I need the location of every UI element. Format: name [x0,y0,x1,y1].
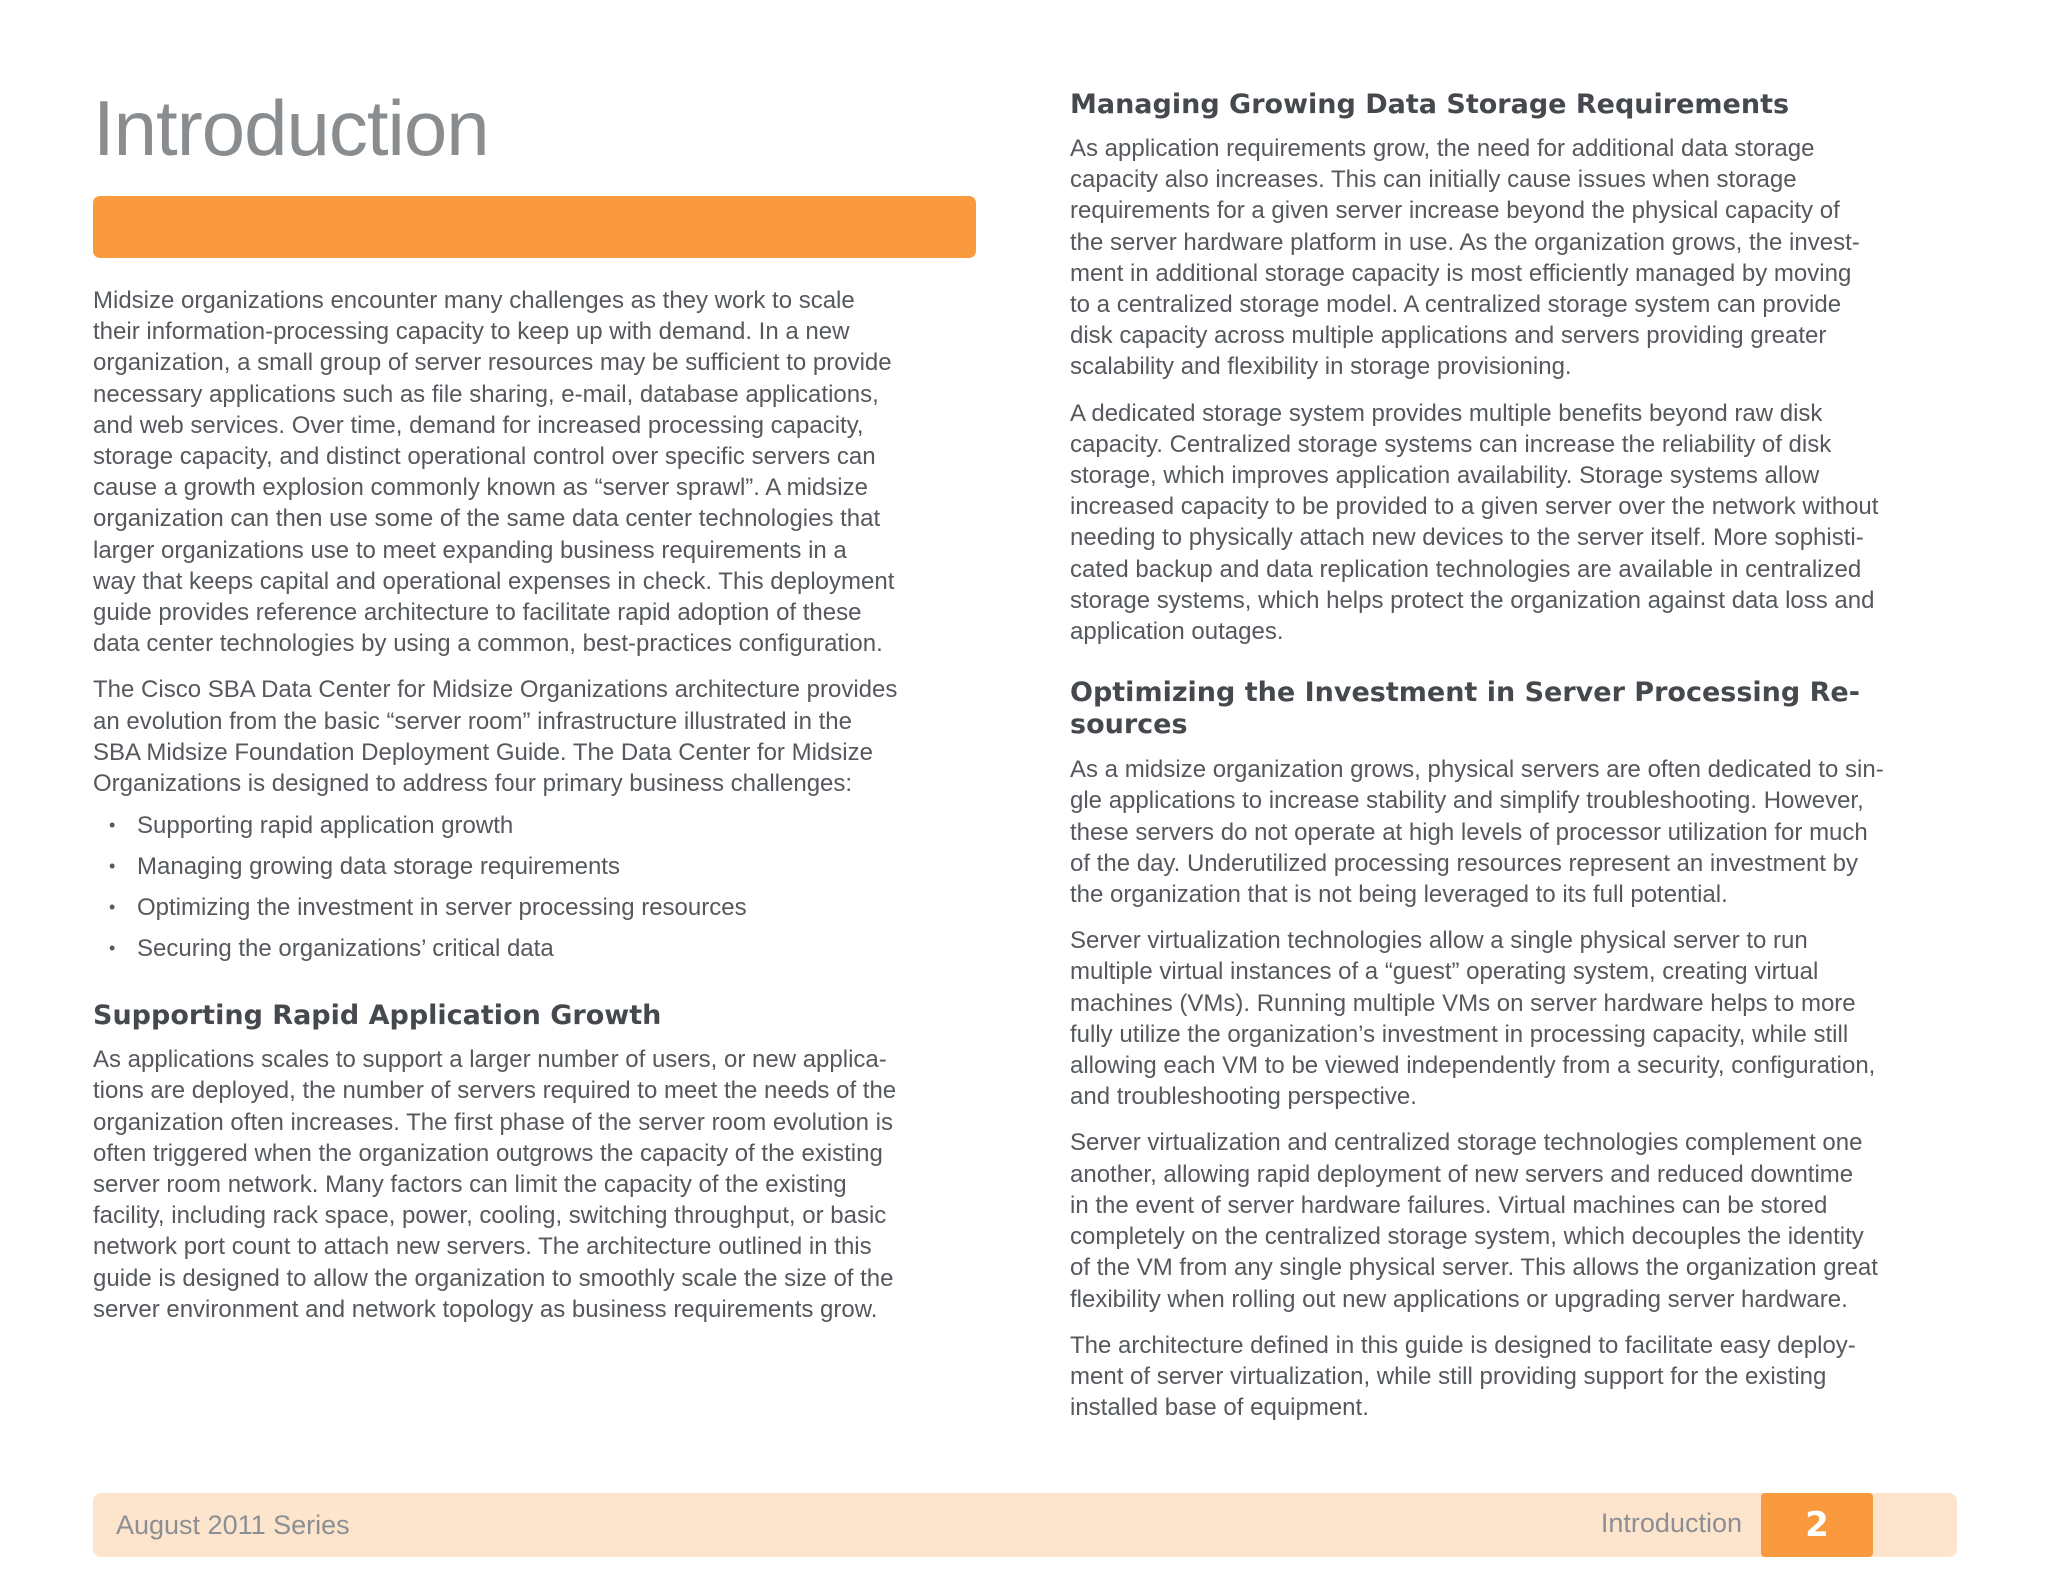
bullet-icon: • [109,897,116,918]
page-title: Introduction [93,84,489,172]
section-heading-processing: Optimizing the Investment in Server Processing Re- sources [1070,677,1860,741]
challenges-list [93,810,993,974]
processing-paragraph-2: Server virtualization technologies allow a single physical server to run multiple virtual instances of a “guest” operating system, creating virtual machines (VMs). Running multiple VMs on server hardware helps to more fully utilize the organization’s investment in processing capacity, while still allowing each VM to be viewed independently from a security, configuration, and troubleshooting perspective. [1070,927,1876,1111]
title-accent-bar [93,196,976,258]
processing-paragraph-1: As a midsize organization grows, physical servers are often dedicated to sin- gle applications to increase stability and simplify troubleshooting. However, these servers do not operate at high levels of processor utilization for much of the day. Underutilized processing resources represent an investment by the organization that is not being leveraged to its full potential. [1070,756,1884,909]
left-column [93,285,993,1340]
bullet-icon: • [109,938,116,959]
section-heading-storage: Managing Growing Data Storage Requirements [1070,89,1790,120]
processing-paragraph-3: Server virtualization and centralized storage technologies complement one another, allowing rapid deployment of new servers and reduced downtime in the event of server hardware failures. Virtual machines can be stored completely on the centralized storage system, which decouples the identity of the VM from any single physical server. This allows the organization great flexibility when rolling out new applications or upgrading server hardware. [1070,1129,1878,1313]
rapid-growth-paragraph: As applications scales to support a larger number of users, or new applica- tions are deployed, the number of servers required to meet the needs of the organization often increases. The first phase of the server room evolution is often triggered when the organization outgrows the capacity of the existing server room network. Many factors can limit the capacity of the existing facility, including rack space, power, cooling, switching throughput, or basic network port count to attach new servers. The architecture outlined in this guide is designed to allow the organization to smoothly scale the size of the server environment and network topology as business requirements grow. [93,1046,897,1323]
page-footer [93,1493,1957,1557]
right-column [1070,89,1970,1438]
architecture-paragraph: The Cisco SBA Data Center for Midsize Organizations architecture provides an evolution from the basic “server room” infrastructure illustrated in the SBA Midsize Foundation Deployment Guide. The Data Center for Midsize Organizations is designed to address four primary business challenges: [93,676,898,798]
list-item [93,933,993,974]
bullet-icon: • [109,815,116,836]
footer-section-link[interactable]: Introduction [1600,1508,1742,1538]
list-item-text: Optimizing the investment in server processing resources [137,894,747,922]
list-item [93,810,993,851]
list-item-text: Supporting rapid application growth [137,812,514,840]
list-item [93,851,993,892]
section-heading-rapid-growth: Supporting Rapid Application Growth [93,1000,662,1032]
intro-paragraph: Midsize organizations encounter many challenges as they work to scale their information-processing capacity to keep up with demand. In a new organization, a small group of server resources may be sufficient to provide necessary applications such as file sharing, e-mail, database applications, and web services. Over time, demand for increased processing capacity, storage capacity, and distinct operational control over specific servers can cause a growth explosion commonly known as “server sprawl”. A midsize organization can then use some of the same data center technologies that larger organizations use to meet expanding business requirements in a way that keeps capital and operational expenses in check. This deployment guide provides reference architecture to facilitate rapid adoption of these data center technologies by using a common, best-practices configuration. [93,287,895,658]
processing-paragraph-4: The architecture defined in this guide is designed to facilitate easy deploy- ment of server virtualization, while still providing support for the existing installed base of equipment. [1070,1331,1856,1422]
list-item-text: Securing the organizations’ critical data [137,935,554,963]
page-number: 2 [1761,1493,1873,1557]
storage-paragraph-2: A dedicated storage system provides multiple benefits beyond raw disk capacity. Centralized storage systems can increase the reliability of disk storage, which improves application availability. Storage systems allow increased capacity to be provided to a given server over the network without needing to physically attach new devices to the server itself. More sophisti- cated backup and data replication technologies are available in centralized storage systems, which helps protect the organization against data loss and application outages. [1070,399,1879,646]
footer-series-label: August 2011 Series [116,1510,350,1540]
list-item [93,892,993,933]
storage-paragraph-1: As application requirements grow, the need for additional data storage capacity also increases. This can initially cause issues when storage requirements for a given server increase beyond the physical capacity of the server hardware platform in use. As the organization grows, the invest- ment in additional storage capacity is most efficiently managed by moving to a centralized storage model. A centralized storage system can provide disk capacity across multiple applications and servers providing greater scalability and flexibility in storage provisioning. [1070,135,1860,381]
bullet-icon: • [109,856,116,877]
list-item-text: Managing growing data storage requirements [137,853,620,881]
